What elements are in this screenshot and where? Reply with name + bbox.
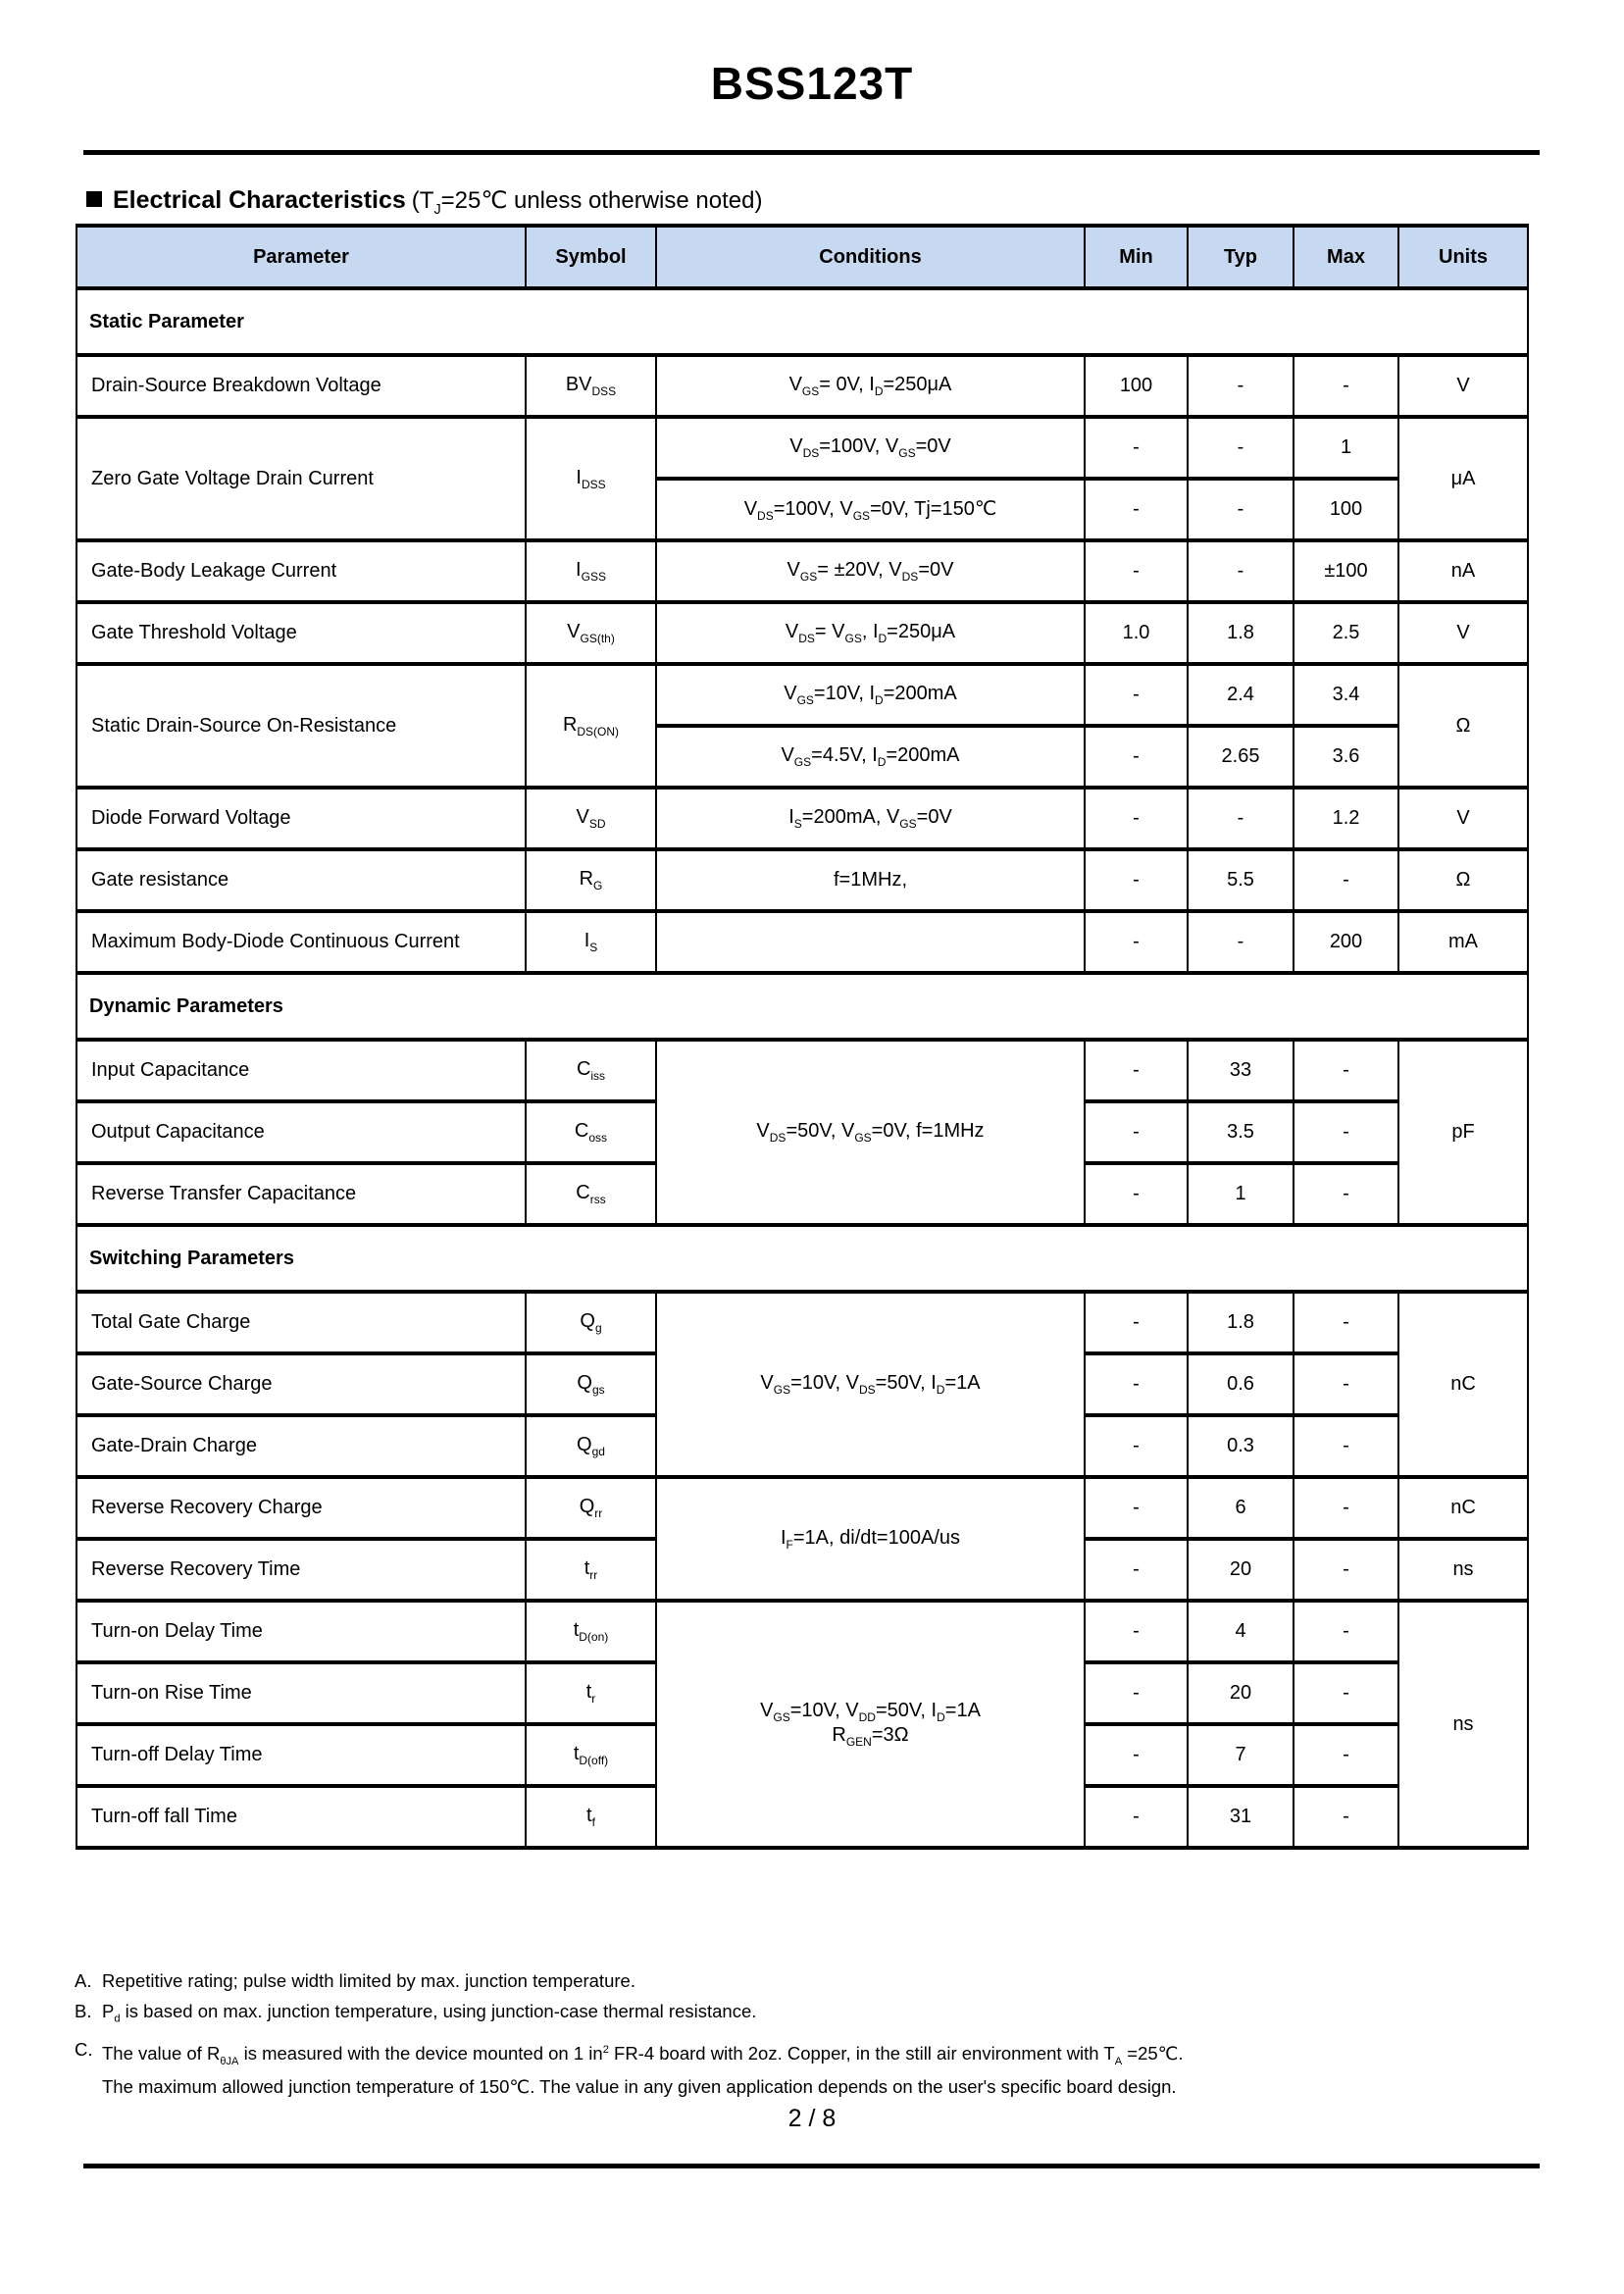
value-cell: 1.0 xyxy=(1085,602,1188,664)
parameter-cell: Gate Threshold Voltage xyxy=(76,602,526,664)
value-cell: $V_{DS}=100V$, $V_{GS}=0V$ xyxy=(656,417,1085,479)
section-heading-note: ($T_J=25℃$ unless otherwise noted) xyxy=(411,187,763,218)
value-cell: - xyxy=(1294,1292,1398,1353)
notes-list xyxy=(75,1969,1516,2106)
value-cell: V xyxy=(1398,355,1528,417)
value-cell: 6 xyxy=(1188,1477,1294,1539)
table-row xyxy=(76,849,1528,911)
note-line: $P_d$ is based on max. junction temperature, using junction-case thermal resistance. xyxy=(102,2001,757,2025)
section-heading-title: Electrical Characteristics xyxy=(113,186,406,214)
value-cell: - xyxy=(1085,417,1188,479)
electrical-characteristics-table xyxy=(76,224,1529,1850)
section-row xyxy=(76,288,1528,355)
value-cell: ±100 xyxy=(1294,540,1398,602)
value-cell: - xyxy=(1294,1040,1398,1101)
value-cell: pF xyxy=(1398,1040,1528,1225)
note-line: The value of $R_{\theta JA}$ is measured with the device mounted on 1 $in^2$ FR-4 board with 2oz. Copper, in the still air environment with $T_A$ =25℃. xyxy=(102,2042,1184,2067)
column-header-conditions: Conditions xyxy=(656,226,1085,288)
title-rule xyxy=(83,150,1540,155)
parameter-cell: Zero Gate Voltage Drain Current xyxy=(76,417,526,540)
value-cell: $t_r$ xyxy=(526,1662,656,1724)
value-cell xyxy=(656,911,1085,973)
value-cell: - xyxy=(1188,540,1294,602)
value-cell: - xyxy=(1294,355,1398,417)
value-cell: $V_{DS}= V_{GS}$, $I_D=250\mu A$ xyxy=(656,602,1085,664)
column-header-typ: Typ xyxy=(1188,226,1294,288)
value-cell: - xyxy=(1085,1786,1188,1848)
parameter-cell: Drain-Source Breakdown Voltage xyxy=(76,355,526,417)
value-cell: μA xyxy=(1398,417,1528,540)
value-cell: - xyxy=(1294,1662,1398,1724)
value-cell: $V_{GS}=4.5V$, $I_D=200mA$ xyxy=(656,726,1085,788)
parameter-cell: Reverse Recovery Time xyxy=(76,1539,526,1601)
value-cell: - xyxy=(1085,1477,1188,1539)
note-item xyxy=(75,2000,1516,2033)
value-cell: 100 xyxy=(1294,479,1398,540)
table-row xyxy=(76,1292,1528,1353)
value-cell: 20 xyxy=(1188,1539,1294,1601)
footer-rule xyxy=(83,2164,1540,2168)
value-cell: V xyxy=(1398,602,1528,664)
note-item xyxy=(75,2038,1516,2101)
note-label: A. xyxy=(75,1970,92,1991)
value-cell: $t_{D(on)}$ xyxy=(526,1601,656,1662)
value-cell: 31 xyxy=(1188,1786,1294,1848)
parameter-cell: Total Gate Charge xyxy=(76,1292,526,1353)
value-cell: 0.6 xyxy=(1188,1353,1294,1415)
value-cell: Ω xyxy=(1398,664,1528,788)
table-row xyxy=(76,788,1528,849)
value-cell: $C_{rss}$ xyxy=(526,1163,656,1225)
parameter-cell: Turn-off Delay Time xyxy=(76,1724,526,1786)
value-cell: ns xyxy=(1398,1601,1528,1848)
value-cell: 3.4 xyxy=(1294,664,1398,726)
table-row xyxy=(76,911,1528,973)
value-cell: $I_S$ xyxy=(526,911,656,973)
parameter-cell: Diode Forward Voltage xyxy=(76,788,526,849)
value-cell: Ω xyxy=(1398,849,1528,911)
table-body xyxy=(76,288,1528,1848)
note-text xyxy=(102,2000,1516,2033)
value-cell: 100 xyxy=(1085,355,1188,417)
value-cell: 1.2 xyxy=(1294,788,1398,849)
parameter-cell: Gate-Body Leakage Current xyxy=(76,540,526,602)
table-header-row xyxy=(76,226,1528,288)
value-cell: - xyxy=(1085,1353,1188,1415)
value-cell: 1 xyxy=(1188,1163,1294,1225)
note-label: B. xyxy=(75,2001,92,2021)
value-cell: 5.5 xyxy=(1188,849,1294,911)
value-cell: - xyxy=(1085,1724,1188,1786)
value-cell: - xyxy=(1085,664,1188,726)
value-cell: $R_G$ xyxy=(526,849,656,911)
value-cell: - xyxy=(1294,1477,1398,1539)
parameter-cell: Turn-off fall Time xyxy=(76,1786,526,1848)
value-cell: - xyxy=(1085,1040,1188,1101)
value-cell: $R_{DS(ON)}$ xyxy=(526,664,656,788)
column-header-symbol: Symbol xyxy=(526,226,656,288)
parameter-cell: Gate-Drain Charge xyxy=(76,1415,526,1477)
value-cell: $V_{GS(th)}$ xyxy=(526,602,656,664)
page-number: 2 / 8 xyxy=(787,2105,837,2132)
value-cell: 1 xyxy=(1294,417,1398,479)
parameter-cell: Output Capacitance xyxy=(76,1101,526,1163)
value-cell: $I_S=200mA$, $V_{GS}=0V$ xyxy=(656,788,1085,849)
column-header-min: Min xyxy=(1085,226,1188,288)
value-cell: - xyxy=(1294,1601,1398,1662)
table-row xyxy=(76,602,1528,664)
table-row xyxy=(76,540,1528,602)
table-row xyxy=(76,417,1528,479)
value-cell: 20 xyxy=(1188,1662,1294,1724)
value-cell: $Q_g$ xyxy=(526,1292,656,1353)
value-cell: $V_{DS}=50V$, $V_{GS}=0V$, f=1MHz xyxy=(656,1040,1085,1225)
parameter-cell: Turn-on Delay Time xyxy=(76,1601,526,1662)
value-cell: nC xyxy=(1398,1292,1528,1477)
table-row xyxy=(76,1477,1528,1539)
value-cell: nC xyxy=(1398,1477,1528,1539)
value-cell: f=1MHz, xyxy=(656,849,1085,911)
value-cell: 7 xyxy=(1188,1724,1294,1786)
value-cell: - xyxy=(1188,911,1294,973)
value-cell: mA xyxy=(1398,911,1528,973)
value-cell: - xyxy=(1294,1163,1398,1225)
note-text xyxy=(102,2038,1516,2101)
value-cell: $BV_{DSS}$ xyxy=(526,355,656,417)
value-cell: - xyxy=(1294,849,1398,911)
section-heading xyxy=(86,186,762,218)
value-cell: - xyxy=(1294,1539,1398,1601)
value-cell: 200 xyxy=(1294,911,1398,973)
value-cell: - xyxy=(1188,417,1294,479)
table-row xyxy=(76,664,1528,726)
value-cell: $Q_{gs}$ xyxy=(526,1353,656,1415)
value-cell: 1.8 xyxy=(1188,602,1294,664)
value-cell: $V_{GS}= \pm 20V$, $V_{DS}=0V$ xyxy=(656,540,1085,602)
value-cell: 3.6 xyxy=(1294,726,1398,788)
value-cell: $Q_{gd}$ xyxy=(526,1415,656,1477)
page-title: BSS123T xyxy=(710,58,914,109)
value-cell: 0.3 xyxy=(1188,1415,1294,1477)
note-text xyxy=(102,1969,1516,1995)
value-cell: $Q_{rr}$ xyxy=(526,1477,656,1539)
value-cell: - xyxy=(1294,1786,1398,1848)
parameter-cell: Turn-on Rise Time xyxy=(76,1662,526,1724)
section-title: Dynamic Parameters xyxy=(76,973,1528,1040)
value-cell: 33 xyxy=(1188,1040,1294,1101)
value-cell: - xyxy=(1294,1724,1398,1786)
value-cell: - xyxy=(1085,1601,1188,1662)
value-cell: - xyxy=(1085,849,1188,911)
section-title: Static Parameter xyxy=(76,288,1528,355)
value-cell: $I_F=1A$, di/dt=100A/us xyxy=(656,1477,1085,1601)
note-item xyxy=(75,1969,1516,1995)
column-header-parameter: Parameter xyxy=(76,226,526,288)
value-cell: - xyxy=(1085,1163,1188,1225)
value-cell: $V_{GS}= 0V$, $I_D=250\mu A$ xyxy=(656,355,1085,417)
value-cell: - xyxy=(1188,788,1294,849)
note-line: Repetitive rating; pulse width limited by max. junction temperature. xyxy=(102,1970,635,1991)
parameter-cell: Input Capacitance xyxy=(76,1040,526,1101)
value-cell: $V_{SD}$ xyxy=(526,788,656,849)
value-cell: ns xyxy=(1398,1539,1528,1601)
value-cell: V xyxy=(1398,788,1528,849)
value-cell: - xyxy=(1085,1539,1188,1601)
value-cell: - xyxy=(1085,1662,1188,1724)
parameter-cell: Reverse Recovery Charge xyxy=(76,1477,526,1539)
value-cell: - xyxy=(1188,479,1294,540)
value-cell: $V_{GS}=10V$, $V_{DS}=50V$, $I_D=1A$ xyxy=(656,1292,1085,1477)
value-cell: 2.5 xyxy=(1294,602,1398,664)
column-header-max: Max xyxy=(1294,226,1398,288)
section-row xyxy=(76,973,1528,1040)
table-row xyxy=(76,1601,1528,1662)
value-cell: - xyxy=(1085,1415,1188,1477)
value-cell: $t_{rr}$ xyxy=(526,1539,656,1601)
column-header-units: Units xyxy=(1398,226,1528,288)
section-row xyxy=(76,1225,1528,1292)
note-label: C. xyxy=(75,2038,93,2060)
value-cell: $C_{iss}$ xyxy=(526,1040,656,1101)
value-cell: $t_{D(off)}$ xyxy=(526,1724,656,1786)
value-cell: $V_{DS}=100V$, $V_{GS}=0V$, Tj=150℃ xyxy=(656,479,1085,540)
parameter-cell: Reverse Transfer Capacitance xyxy=(76,1163,526,1225)
value-cell: - xyxy=(1085,726,1188,788)
value-cell: - xyxy=(1085,788,1188,849)
value-cell: $t_f$ xyxy=(526,1786,656,1848)
value-cell: - xyxy=(1294,1101,1398,1163)
parameter-cell: Gate-Source Charge xyxy=(76,1353,526,1415)
value-cell: - xyxy=(1085,1101,1188,1163)
parameter-cell: Maximum Body-Diode Continuous Current xyxy=(76,911,526,973)
square-bullet-icon xyxy=(86,191,102,207)
parameter-cell: Static Drain-Source On-Resistance xyxy=(76,664,526,788)
value-cell: 2.65 xyxy=(1188,726,1294,788)
parameter-cell: Gate resistance xyxy=(76,849,526,911)
value-cell: - xyxy=(1085,1292,1188,1353)
value-cell: 4 xyxy=(1188,1601,1294,1662)
value-cell: nA xyxy=(1398,540,1528,602)
value-cell: 2.4 xyxy=(1188,664,1294,726)
value-cell: - xyxy=(1085,479,1188,540)
value-cell: $I_{GSS}$ xyxy=(526,540,656,602)
table-row xyxy=(76,355,1528,417)
value-cell: $I_{DSS}$ xyxy=(526,417,656,540)
value-cell: 3.5 xyxy=(1188,1101,1294,1163)
value-cell: 1.8 xyxy=(1188,1292,1294,1353)
note-line: The maximum allowed junction temperature of 150℃. The value in any given application depends on the user's specific board design. xyxy=(102,2075,1177,2097)
value-cell: $C_{oss}$ xyxy=(526,1101,656,1163)
value-cell: - xyxy=(1085,911,1188,973)
table-row xyxy=(76,1040,1528,1101)
value-cell: - xyxy=(1085,540,1188,602)
value-cell: $V_{GS}=10V$, $V_{DD}=50V$, $I_D=1A$ $R_{GEN}=3\Omega$ xyxy=(656,1601,1085,1848)
value-cell: $V_{GS}=10V$, $I_D=200mA$ xyxy=(656,664,1085,726)
value-cell: - xyxy=(1188,355,1294,417)
value-cell: - xyxy=(1294,1353,1398,1415)
value-cell: - xyxy=(1294,1415,1398,1477)
section-title: Switching Parameters xyxy=(76,1225,1528,1292)
